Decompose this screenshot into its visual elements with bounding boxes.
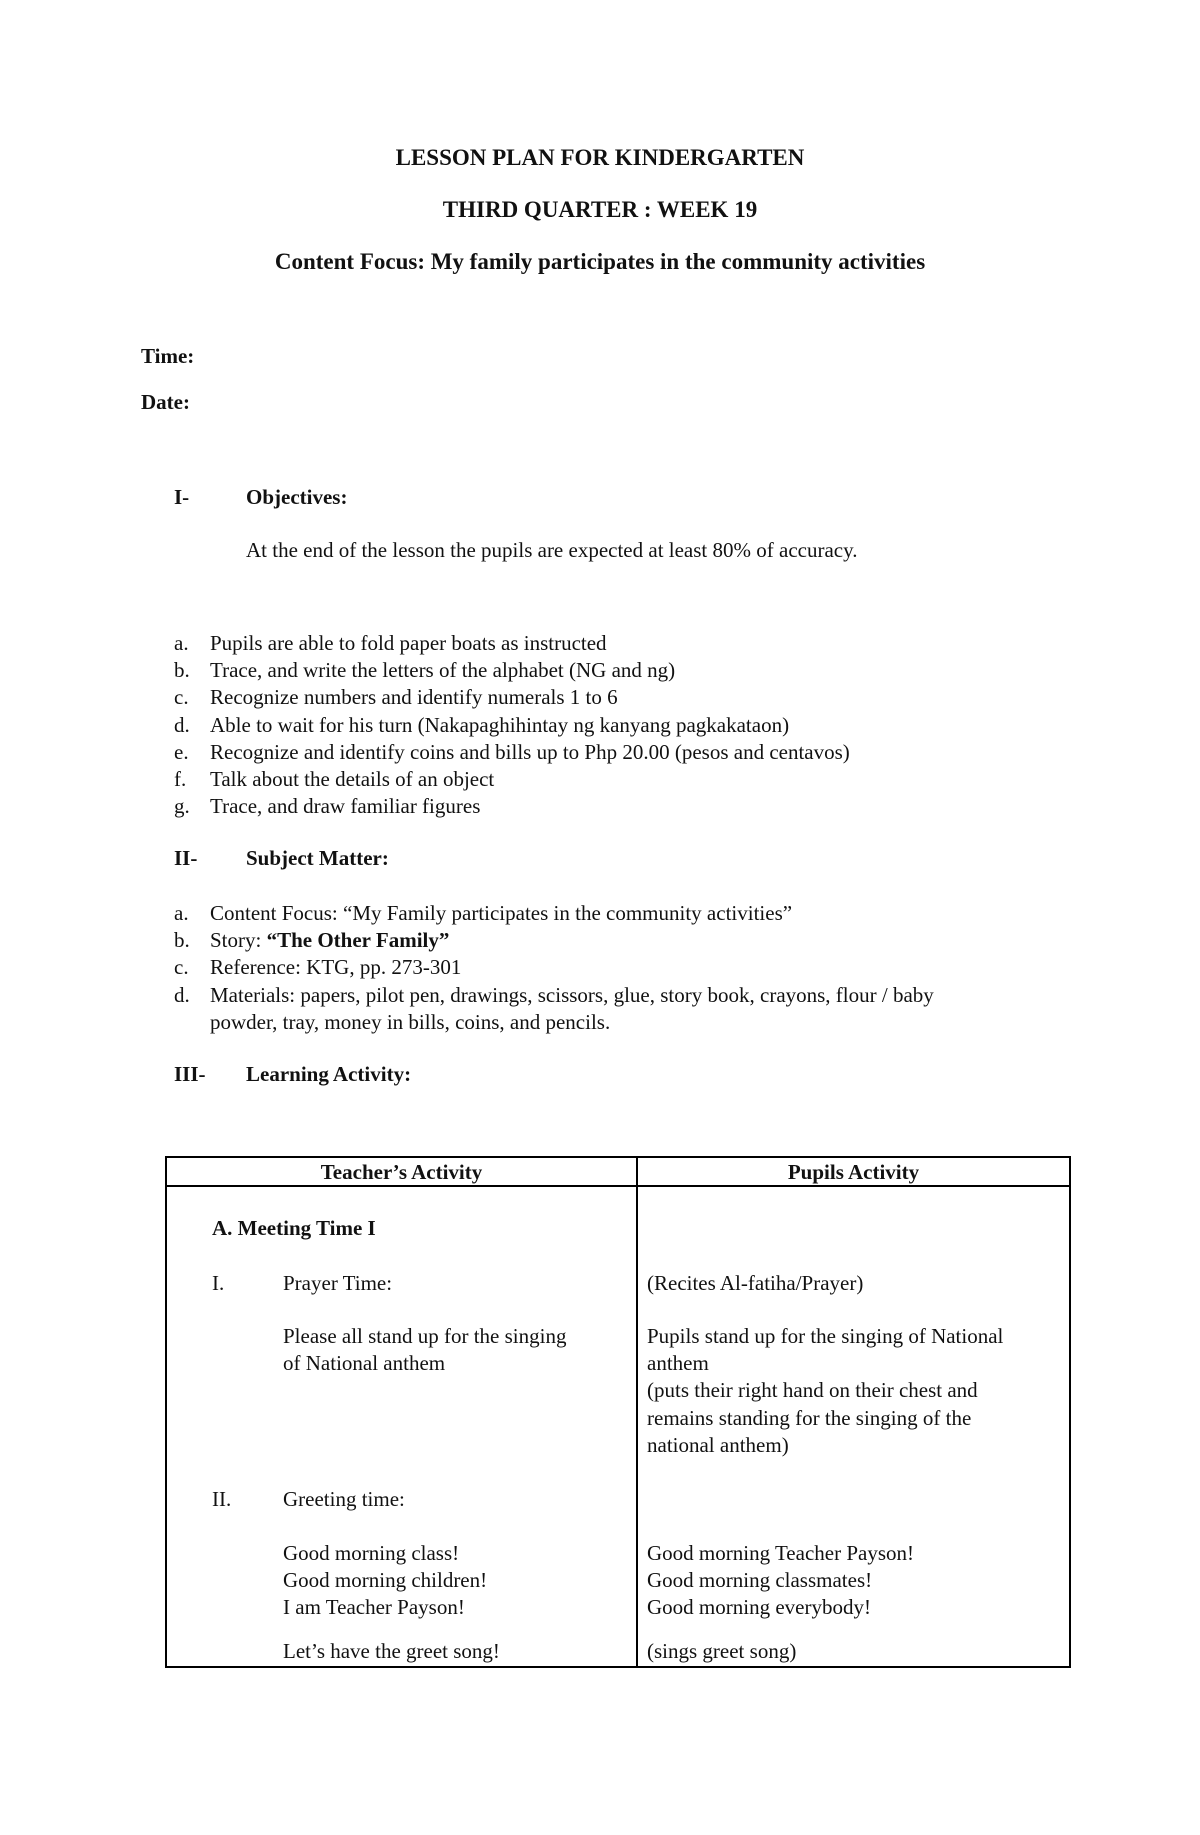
list-item xyxy=(174,954,934,981)
list-item xyxy=(174,927,934,954)
list-item-text: Recognize and identify coins and bills up to Php 20.00 (pesos and centavos) xyxy=(210,739,850,764)
greeting-number: II. xyxy=(212,1487,232,1511)
objectives-heading: Objectives: xyxy=(246,485,348,509)
list-marker: d. xyxy=(174,712,190,737)
list-item-text: Content Focus: “My Family participates in the community activities” xyxy=(210,901,793,925)
text-line: (puts their right hand on their chest and xyxy=(647,1378,978,1403)
text-line: Please all stand up for the singing xyxy=(283,1324,567,1348)
anthem-teacher xyxy=(283,1323,566,1377)
list-item-text: Reference: KTG, pp. 273-301 xyxy=(210,955,462,980)
list-marker: c. xyxy=(174,955,189,980)
subject-matter-number: II- xyxy=(174,846,198,870)
content-focus-heading: Content Focus: My family participates in the community activities xyxy=(274,249,926,274)
story-title: “The Other Family” xyxy=(266,928,450,953)
list-item-text: Recognize numbers and identify numerals 1 to 6 xyxy=(210,685,618,710)
learning-activity-number: III- xyxy=(174,1062,206,1086)
table-header-teacher: Teacher’s Activity xyxy=(320,1160,483,1184)
story-prefix: Story: xyxy=(210,928,267,953)
text-line: national anthem) xyxy=(647,1432,789,1457)
objectives-number: I- xyxy=(174,485,190,509)
subject-matter-list xyxy=(174,900,934,1036)
anthem-pupil xyxy=(647,1323,1003,1459)
list-marker: b. xyxy=(174,658,190,683)
greet-song-teacher: Let’s have the greet song! xyxy=(283,1639,500,1663)
activity-table xyxy=(165,1156,1071,1668)
list-marker: b. xyxy=(174,928,190,953)
prayer-label: Prayer Time: xyxy=(283,1271,393,1295)
table-header-divider xyxy=(167,1185,1069,1187)
list-item-text: Able to wait for his turn (Nakapaghihintay ng kanyang pagkakataon) xyxy=(210,712,790,737)
list-item-text: Trace, and write the letters of the alphabet (NG and ng) xyxy=(210,658,676,683)
list-marker: c. xyxy=(174,685,189,710)
text-line: anthem xyxy=(647,1351,709,1376)
section-meeting-time: A. Meeting Time I xyxy=(212,1216,376,1240)
prayer-pupil: (Recites Al-fatiha/Prayer) xyxy=(647,1271,864,1295)
text-line: Good morning children! xyxy=(283,1568,488,1593)
list-item xyxy=(174,657,850,684)
greeting-label: Greeting time: xyxy=(283,1487,405,1511)
list-marker: f. xyxy=(174,767,187,792)
list-item-text: Pupils are able to fold paper boats as instructed xyxy=(210,631,607,655)
text-line: Good morning classmates! xyxy=(647,1568,873,1593)
document-title: LESSON PLAN FOR KINDERGARTEN xyxy=(395,145,805,170)
text-line: remains standing for the singing of the xyxy=(647,1405,972,1430)
list-marker: d. xyxy=(174,982,190,1007)
list-item xyxy=(174,630,850,657)
list-marker: a. xyxy=(174,901,189,925)
quarter-heading: THIRD QUARTER : WEEK 19 xyxy=(442,197,758,222)
greet-song-pupil: (sings greet song) xyxy=(647,1639,797,1663)
text-line: Pupils stand up for the singing of National xyxy=(647,1324,1004,1348)
list-item xyxy=(174,793,850,820)
list-item-continuation xyxy=(174,1009,934,1036)
objectives-intro: At the end of the lesson the pupils are expected at least 80% of accuracy. xyxy=(246,538,858,562)
list-item-text: Talk about the details of an object xyxy=(210,767,495,792)
list-item xyxy=(174,712,850,739)
list-marker: a. xyxy=(174,631,189,655)
list-item-text: Trace, and draw familiar figures xyxy=(210,794,481,819)
text-line: I am Teacher Payson! xyxy=(283,1595,465,1620)
subject-matter-heading: Subject Matter: xyxy=(246,846,389,870)
text-line: Good morning Teacher Payson! xyxy=(647,1541,915,1565)
greeting-pupil xyxy=(647,1540,914,1622)
list-marker: g. xyxy=(174,794,190,819)
list-item xyxy=(174,766,850,793)
text-line: Good morning everybody! xyxy=(647,1595,871,1620)
table-header-pupils: Pupils Activity xyxy=(787,1160,920,1184)
greeting-teacher xyxy=(283,1540,487,1622)
list-item xyxy=(174,900,934,927)
list-item-text: powder, tray, money in bills, coins, and pencils. xyxy=(210,1009,611,1034)
list-item xyxy=(174,684,850,711)
text-line: of National anthem xyxy=(283,1351,446,1376)
list-item xyxy=(174,739,850,766)
list-item-text: Materials: papers, pilot pen, drawings, scissors, glue, story book, crayons, flour / baby xyxy=(210,982,934,1007)
prayer-number: I. xyxy=(212,1271,225,1295)
list-item xyxy=(174,982,934,1009)
time-label: Time: xyxy=(141,344,195,368)
text-line: Good morning class! xyxy=(283,1541,460,1565)
date-label: Date: xyxy=(141,390,190,414)
table-column-divider xyxy=(636,1158,638,1666)
learning-activity-heading: Learning Activity: xyxy=(246,1062,412,1086)
list-marker: e. xyxy=(174,739,189,764)
objectives-list xyxy=(174,630,850,820)
